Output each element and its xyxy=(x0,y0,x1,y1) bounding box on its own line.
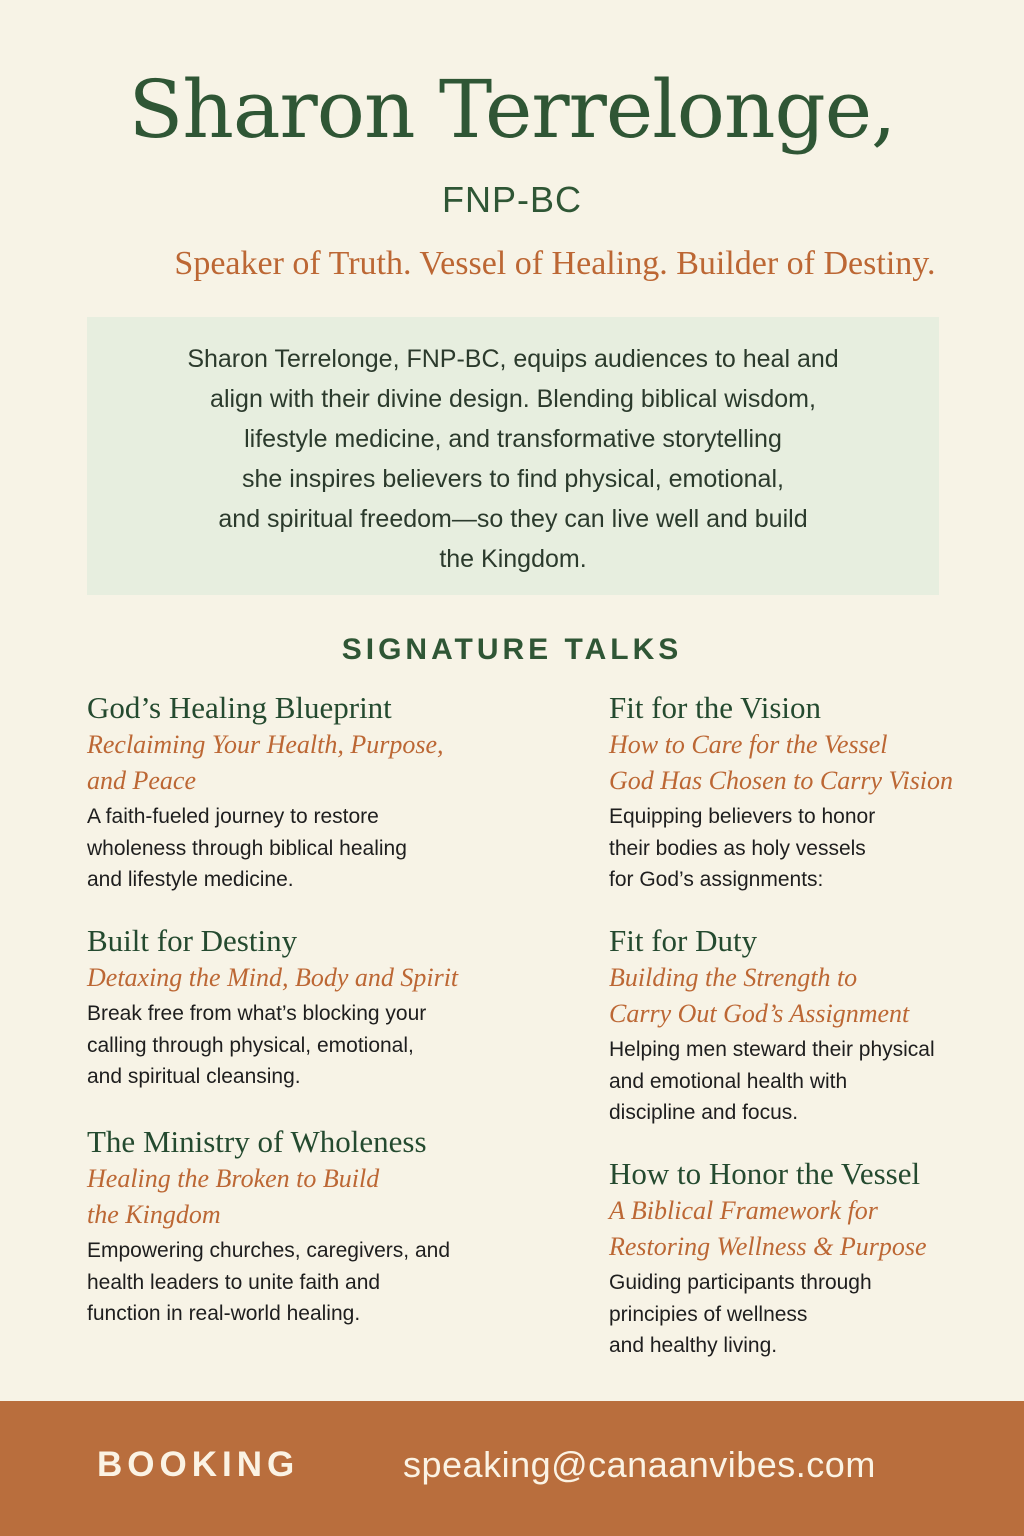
speaker-name: Sharon Terrelonge, xyxy=(128,63,896,156)
talk-description xyxy=(609,1267,927,1362)
talk-subtitle xyxy=(609,1193,927,1265)
talk-subtitle-line: Reclaiming Your Health, Purpose, xyxy=(87,730,444,759)
talk-description-line: Break free from what’s blocking your xyxy=(87,1002,427,1025)
talk-description-line: function in real-world healing. xyxy=(87,1302,361,1325)
talk-description-line: calling through physical, emotional, xyxy=(87,1033,414,1057)
talk-title: The Ministry of Wholeness xyxy=(87,1124,427,1159)
talk-subtitle-line: Detaxing the Mind, Body and Spirit xyxy=(87,963,459,992)
booking-label: BOOKING xyxy=(97,1445,300,1484)
tagline: Speaker of Truth. Vessel of Healing. Builder of Destiny. xyxy=(174,245,936,282)
talk-subtitle-line: God Has Chosen to Carry Vision xyxy=(609,766,954,795)
talk-subtitle-line: Restoring Wellness & Purpose xyxy=(609,1232,927,1261)
talk-description-line: and emotional health with xyxy=(609,1069,848,1093)
talk-title: Built for Destiny xyxy=(87,923,298,958)
talk-description-line: health leaders to unite faith and xyxy=(87,1270,381,1294)
talk-description-line: and healthy living. xyxy=(609,1334,778,1357)
talk-description xyxy=(609,1034,935,1129)
talk-built-for-destiny xyxy=(87,922,458,1093)
talk-description-line: discipline and focus. xyxy=(609,1101,799,1124)
talk-description-line: wholeness through biblical healing xyxy=(87,836,407,860)
talk-subtitle xyxy=(87,960,458,996)
talk-description-line: Empowering churches, caregivers, and xyxy=(87,1239,451,1262)
talk-description-line: their bodies as holy vessels xyxy=(609,836,866,860)
talk-subtitle-line: and Peace xyxy=(87,766,197,795)
talk-subtitle-line: Healing the Broken to Build xyxy=(87,1164,380,1193)
talk-subtitle-line: Building the Strength to xyxy=(609,963,858,992)
bio-line: and spiritual freedom—so they can live well and build xyxy=(218,505,808,533)
talk-description-line: and spiritual cleansing. xyxy=(87,1065,301,1088)
talk-description-line: for God’s assignments: xyxy=(609,868,824,891)
talk-ministry-of-wholeness xyxy=(87,1123,450,1330)
talk-title: God’s Healing Blueprint xyxy=(87,690,392,725)
talk-description xyxy=(87,1235,450,1330)
talk-how-to-honor-the-vessel xyxy=(609,1155,927,1362)
bio-line: align with their divine design. Blending biblical wisdom, xyxy=(210,385,816,413)
bio-line: lifestyle medicine, and transformative storytelling xyxy=(244,425,782,453)
talk-fit-for-the-vision xyxy=(609,689,953,896)
talk-title: Fit for Duty xyxy=(609,923,758,958)
talk-description xyxy=(87,998,458,1093)
talk-subtitle xyxy=(87,727,444,799)
talk-fit-for-duty xyxy=(609,922,935,1129)
talk-subtitle xyxy=(609,960,935,1032)
talk-gods-healing-blueprint xyxy=(87,689,444,896)
talk-subtitle-line: A Biblical Framework for xyxy=(609,1196,878,1225)
talk-subtitle-line: the Kingdom xyxy=(87,1200,221,1229)
talk-description-line: principies of wellness xyxy=(609,1302,808,1326)
booking-footer xyxy=(0,1401,1024,1536)
signature-talks-heading: SIGNATURE TALKS xyxy=(341,633,683,666)
talk-description xyxy=(87,801,444,896)
booking-email[interactable]: speaking@canaanvibes.com xyxy=(403,1444,876,1485)
talk-subtitle xyxy=(609,727,953,799)
talk-subtitle-line: How to Care for the Vessel xyxy=(609,730,888,759)
talk-description-line: A faith-fueled journey to restore xyxy=(87,805,379,828)
speaker-credential: FNP-BC xyxy=(442,179,582,220)
talk-title: How to Honor the Vessel xyxy=(609,1156,921,1191)
bio-box xyxy=(87,317,939,595)
bio-line: she inspires believers to find physical, emotional, xyxy=(242,465,784,493)
talk-subtitle-line: Carry Out God’s Assignment xyxy=(609,999,910,1028)
talk-description-line: Helping men steward their physical xyxy=(609,1038,935,1061)
talk-description-line: and lifestyle medicine. xyxy=(87,868,294,891)
talk-description-line: Equipping believers to honor xyxy=(609,805,876,828)
bio-text xyxy=(87,339,939,579)
talk-description xyxy=(609,801,953,896)
bio-line: Sharon Terrelonge, FNP-BC, equips audiences to heal and xyxy=(187,345,839,373)
bio-line: the Kingdom. xyxy=(439,545,587,573)
talk-subtitle xyxy=(87,1161,450,1233)
talk-description-line: Guiding participants through xyxy=(609,1271,872,1294)
talk-title: Fit for the Vision xyxy=(609,690,821,725)
